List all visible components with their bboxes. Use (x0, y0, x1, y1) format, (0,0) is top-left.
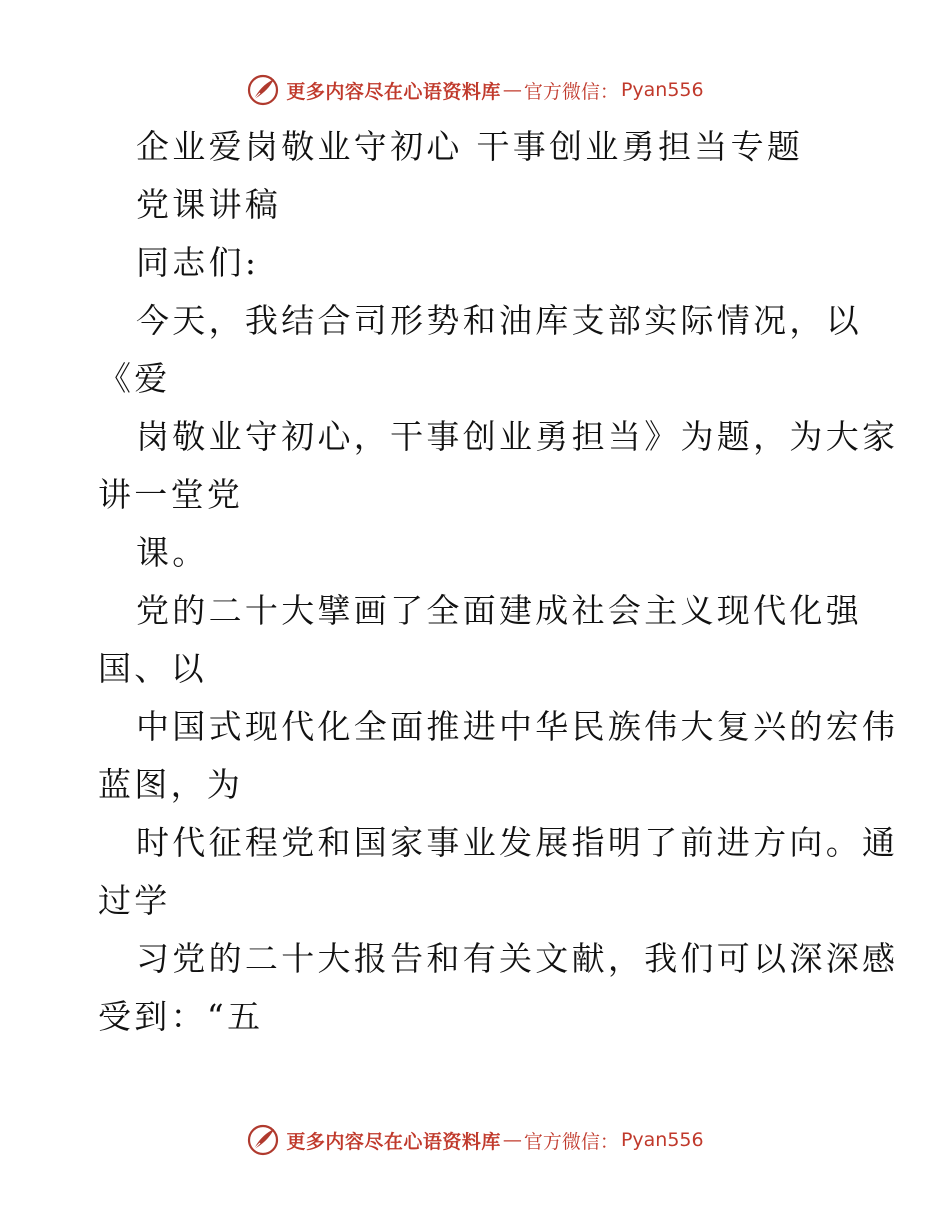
document-line: 岗敬业守初心，干事创业勇担当》为题，为大家 (136, 417, 899, 456)
document-line: 蓝图，为 (98, 765, 244, 804)
document-line: 党课讲稿 (136, 185, 282, 224)
footer-watermark (0, 1120, 950, 1160)
document-line: 中国式现代化全面推进中华民族伟大复兴的宏伟 (136, 707, 899, 746)
watermark-separator: — (502, 79, 522, 101)
document-line: 党的二十大擘画了全面建成社会主义现代化强 (136, 591, 862, 630)
document-line: 国、以 (98, 649, 207, 688)
document-line: 习党的二十大报告和有关文献，我们可以深深感 (136, 939, 899, 978)
watermark-main-text: 更多内容尽在心语资料库 (286, 1130, 501, 1153)
header-watermark (0, 70, 950, 110)
watermark-official-label: 官方微信： (523, 80, 619, 103)
document-line: 企业爱岗敬业守初心 干事创业勇担当专题 (136, 127, 804, 166)
document-line: 过学 (98, 881, 171, 920)
watermark-wechat-id: Pyan556 (620, 1129, 704, 1151)
document-line: 讲一堂党 (98, 475, 244, 514)
document-line: 《爱 (98, 359, 171, 398)
watermark-official-label: 官方微信： (523, 1130, 619, 1153)
document-line: 时代征程党和国家事业发展指明了前进方向。通 (136, 823, 899, 862)
feather-pen-circle-icon (246, 73, 280, 107)
watermark-separator: — (502, 1129, 522, 1151)
document-line: 今天，我结合司形势和油库支部实际情况，以 (136, 301, 862, 340)
document-line: 同志们: (136, 243, 260, 282)
watermark-main-text: 更多内容尽在心语资料库 (286, 80, 501, 103)
document-line: 课。 (136, 533, 209, 572)
document-line: 受到：“五 (98, 997, 264, 1036)
watermark-wechat-id: Pyan556 (620, 79, 704, 101)
feather-pen-circle-icon (246, 1123, 280, 1157)
document-body (98, 118, 899, 1046)
